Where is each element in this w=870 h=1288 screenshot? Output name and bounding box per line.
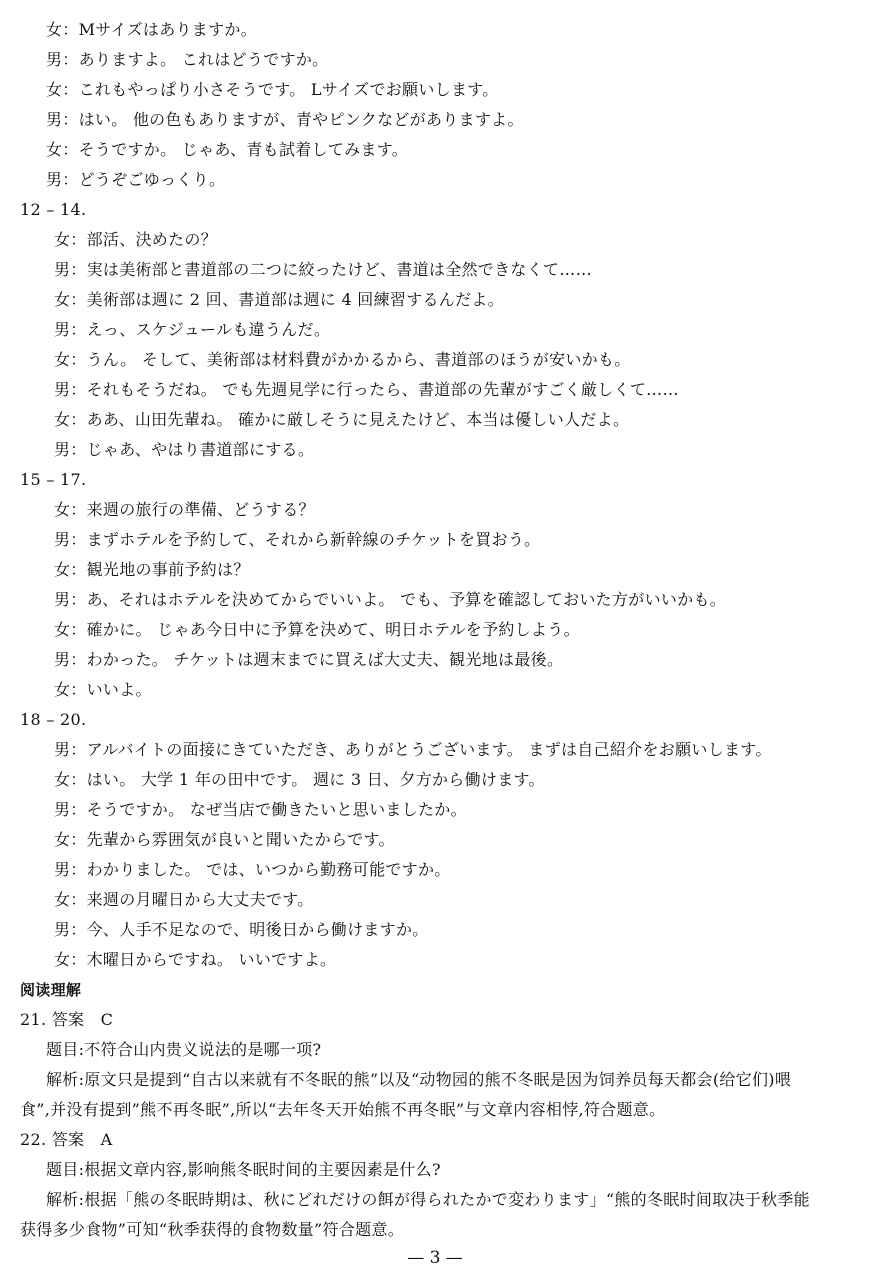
dialogue-line: 男：わかりました。 では、いつから勤務可能ですか。 (54, 860, 451, 879)
dialogue-line: 女：確かに。 じゃあ今日中に予算を決めて、明日ホテルを予約しよう。 (54, 620, 580, 639)
answer-line: 22. 答案 A (20, 1130, 113, 1149)
dialogue-line: 女：うん。 そして、美術部は材料費がかかるから、書道部のほうが安いかも。 (54, 350, 631, 369)
question-line: 题目:根据文章内容,影响熊冬眠时间的主要因素是什么? (46, 1160, 441, 1179)
analysis-line: 解析:根据「熊の冬眠時期は、秋にどれだけの餌が得られたかで変わります」“熊的冬眠时间取决于秋季能 (46, 1190, 810, 1209)
dialogue-line: 男：じゃあ、やはり書道部にする。 (54, 440, 315, 459)
dialogue-line: 女：来週の月曜日から大丈夫です。 (54, 890, 314, 909)
dialogue-line: 女：木曜日からですね。 いいですよ。 (54, 950, 337, 969)
dialogue-line: 男：ありますよ。 これはどうですか。 (46, 50, 329, 69)
analysis-line: 解析:原文只是提到“自古以来就有不冬眠的熊”以及“动物园的熊不冬眠是因为饲养员每天都会(给它们)喂 (46, 1070, 792, 1089)
analysis-line: 获得多少食物”可知“秋季获得的食物数量”符合题意。 (20, 1220, 405, 1239)
dialogue-line: 男：まずホテルを予約して、それから新幹線のチケットを買おう。 (54, 530, 541, 549)
dialogue-line: 女：Mサイズはありますか。 (46, 20, 258, 39)
dialogue-line: 男：実は美術部と書道部の二つに絞ったけど、書道は全然できなくて…… (54, 260, 592, 279)
dialogue-line: 男：えっ、スケジュールも違うんだ。 (54, 320, 331, 339)
dialogue-line: 女：観光地の事前予約は？ (54, 560, 250, 579)
reading-section-title: 阅读理解 (20, 981, 82, 999)
dialogue-line: 女：はい。 大学 1 年の田中です。 週に 3 日、夕方から働けます。 (54, 770, 545, 789)
dialogue-line: 男：はい。 他の色もありますが、青やピンクなどがありますよ。 (46, 110, 524, 129)
dialogue-line: 女：そうですか。 じゃあ、青も試着してみます。 (46, 140, 409, 159)
dialogue-line: 女：これもやっぱり小さそうです。 Lサイズでお願いします。 (46, 80, 499, 99)
answer-line: 21. 答案 C (20, 1010, 114, 1029)
dialogue-line: 女：来週の旅行の準備、どうする？ (54, 500, 315, 519)
dialogue-line: 男：どうぞごゆっくり。 (46, 170, 226, 189)
dialogue-line: 男：あ、それはホテルを決めてからでいいよ。 でも、予算を確認しておいた方がいいかも。 (54, 590, 727, 609)
dialogue-line: 男：わかった。 チケットは週末までに買えば大丈夫、観光地は最後。 (54, 650, 564, 669)
dialogue-line: 女：いいよ。 (54, 680, 152, 699)
dialogue-line: 女：ああ、山田先輩ね。 確かに厳しそうに見えたけど、本当は優しい人だよ。 (54, 410, 630, 429)
question-line: 题目:不符合山内贵义说法的是哪一项? (46, 1040, 322, 1059)
dialogue-line: 男：そうですか。 なぜ当店で働きたいと思いましたか。 (54, 800, 467, 819)
dialogue-line: 女：先輩から雰囲気が良いと聞いたからです。 (54, 830, 395, 849)
dialogue-line: 男：それもそうだね。 でも先週見学に行ったら、書道部の先輩がすごく厳しくて…… (54, 380, 679, 399)
section-label: 12 – 14. (20, 200, 87, 219)
section-label: 18 – 20. (20, 710, 87, 729)
analysis-line: 食”,并没有提到”熊不再冬眠”,所以“去年冬天开始熊不再冬眠”与文章内容相悖,符合题意。 (20, 1100, 666, 1119)
dialogue-line: 男：今、人手不足なので、明後日から働けますか。 (54, 920, 429, 939)
dialogue-line: 女：部活、決めたの？ (54, 230, 218, 249)
dialogue-line: 女：美術部は週に 2 回、書道部は週に 4 回練習するんだよ。 (54, 290, 505, 309)
section-label: 15 – 17. (20, 470, 87, 489)
dialogue-line: 男：アルバイトの面接にきていただき、ありがとうございます。 まずは自己紹介をお願いします。 (54, 740, 772, 759)
page-number: — 3 — (407, 1248, 463, 1268)
